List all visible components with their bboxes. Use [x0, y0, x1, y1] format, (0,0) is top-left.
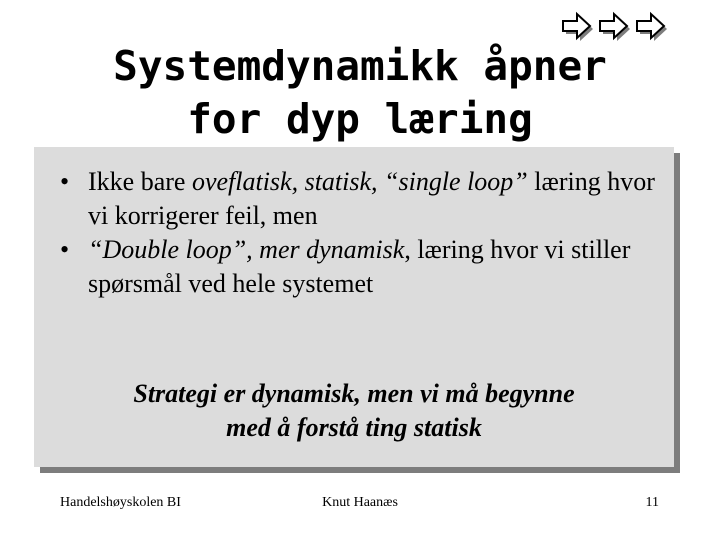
bullet-list	[52, 165, 667, 301]
page-number: 11	[645, 495, 659, 510]
slide-title	[40, 40, 680, 146]
conclusion-line-2: med å forstå ting statisk	[226, 413, 482, 442]
footer-institution: Handelshøyskolen BI	[60, 495, 181, 510]
conclusion-text	[34, 377, 674, 445]
footer-author: Knut Haanæs	[322, 495, 398, 510]
bullet-mark: •	[60, 167, 70, 196]
content-box	[34, 147, 674, 467]
title-line-1: Systemdynamikk åpner	[113, 42, 607, 90]
bullet-item-2	[52, 233, 667, 301]
bullet-text-italic: oveflatisk, statisk, “single loop”	[191, 167, 528, 196]
bullet-text: Ikke bare	[88, 167, 192, 196]
bullet-item-1	[52, 165, 667, 233]
bullet-text-italic: “Double loop”, mer dynamisk	[88, 235, 405, 264]
bullet-mark: •	[60, 235, 70, 264]
bullet-text: læring hvor vi korrigerer feil, men	[88, 167, 655, 230]
title-line-2: for dyp læring	[187, 95, 533, 143]
conclusion-line-1: Strategi er dynamisk, men vi må begynne	[133, 379, 575, 408]
bullet-text: , læring hvor vi stiller spørsmål ved hele systemet	[88, 235, 631, 298]
